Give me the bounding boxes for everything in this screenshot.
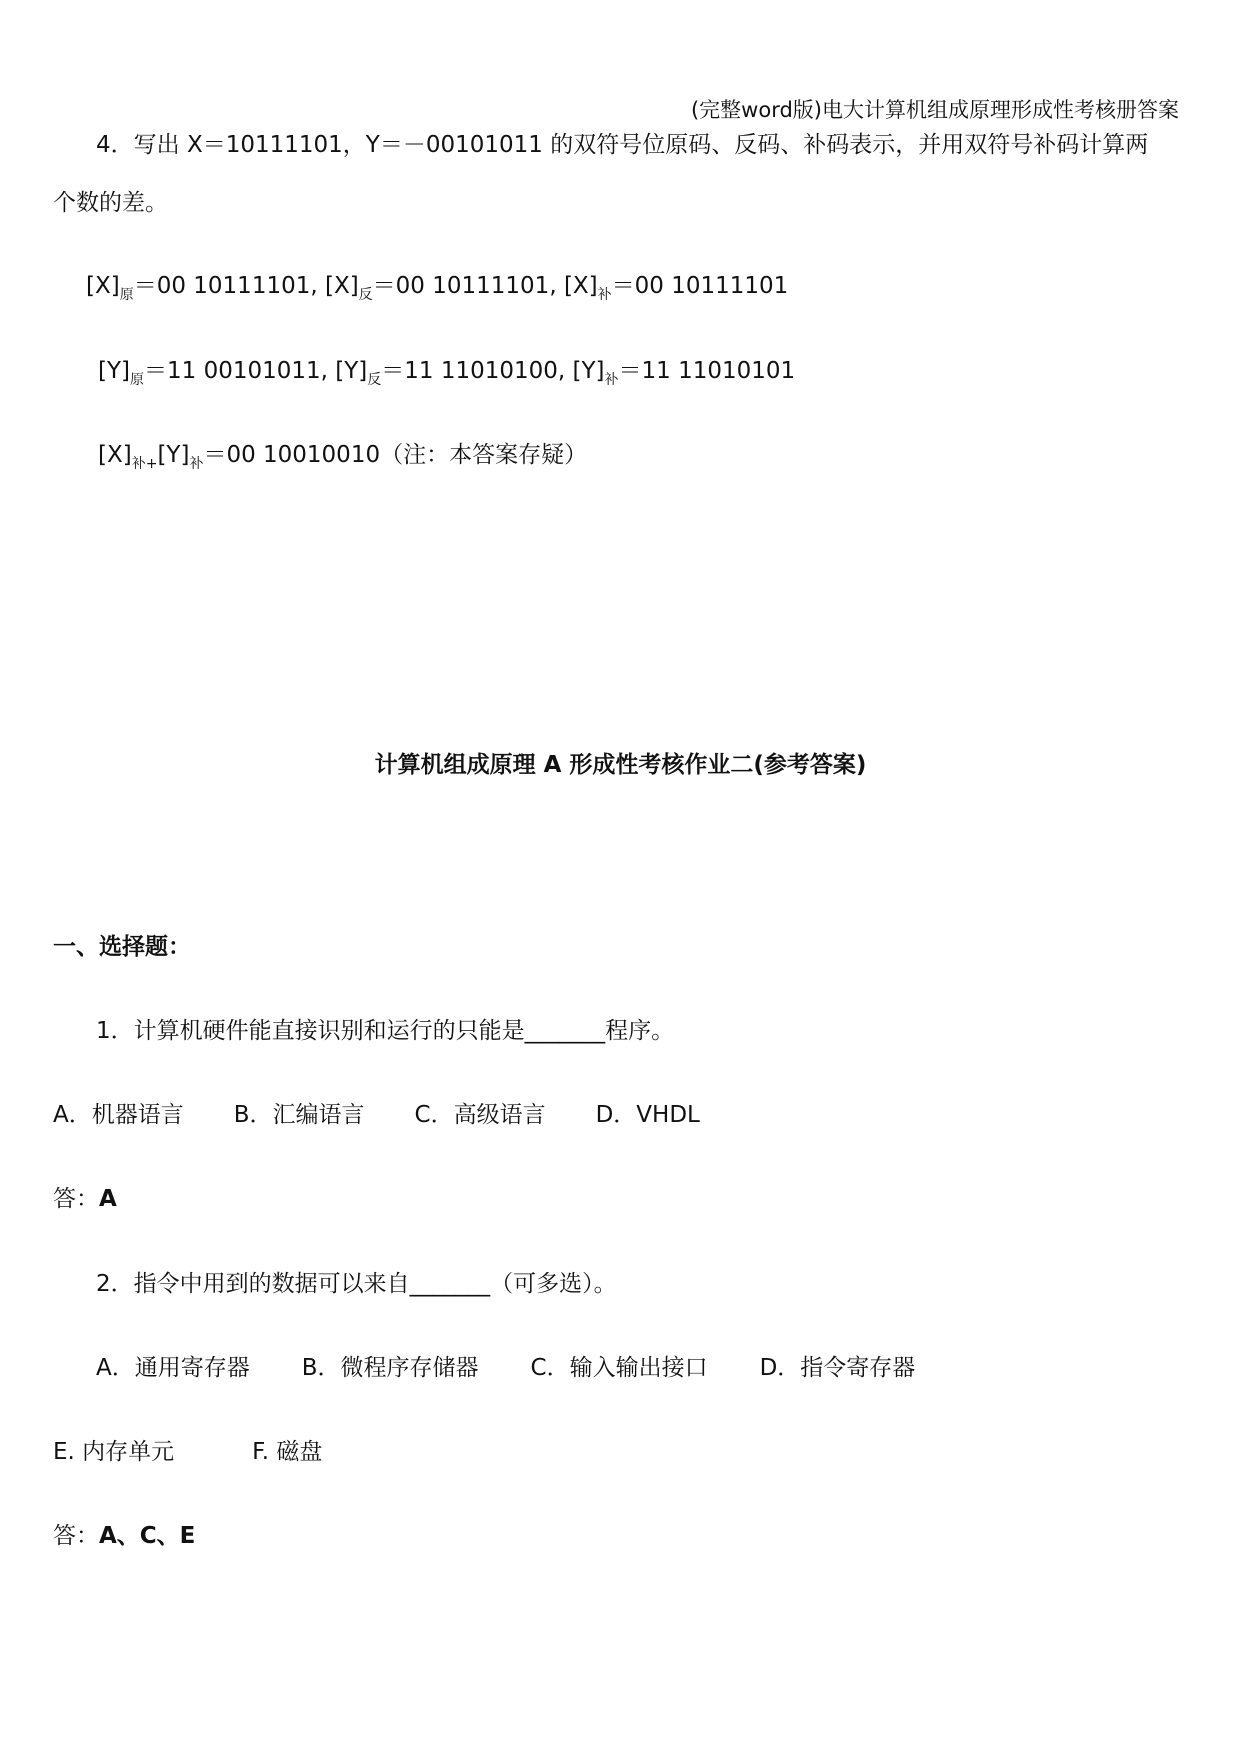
q2-option-b: B．微程序存储器 xyxy=(301,1355,479,1381)
q2-answer-value: A、C、E xyxy=(99,1523,196,1549)
y-sub-complement: 补 xyxy=(604,372,619,388)
q4-x-codes xyxy=(86,271,788,301)
q1-option-c: C．高级语言 xyxy=(414,1102,546,1128)
y-value-inverse: ＝11 11010100, [Y] xyxy=(381,358,605,384)
q2-option-f: F. 磁盘 xyxy=(252,1439,323,1465)
page-header: (完整word版)电大计算机组成原理形成性考核册答案 xyxy=(690,98,1179,122)
q4-question-line1: 4．写出 X＝10111101，Y＝－00101011 的双符号位原码、反码、补码表示，并用双符号补码计算两 xyxy=(96,132,1149,158)
y-value-original: ＝11 00101011, [Y] xyxy=(144,358,368,384)
q2-answer-label: 答： xyxy=(53,1523,99,1549)
y-value-complement: ＝11 11010101 xyxy=(618,358,796,384)
q1-answer xyxy=(53,1184,117,1214)
y-sub-original: 原 xyxy=(130,372,144,388)
q2-option-e: E. 内存单元 xyxy=(53,1439,175,1465)
q1-option-a: A．机器语言 xyxy=(53,1102,184,1128)
q1-option-b: B．汇编语言 xyxy=(233,1102,365,1128)
q4-question-line2: 个数的差。 xyxy=(53,190,168,216)
q2-option-a: A．通用寄存器 xyxy=(96,1355,250,1381)
sum-y-sub: 补 xyxy=(189,456,204,472)
x-value-original: ＝00 10111101, [X] xyxy=(133,273,359,299)
q1-options xyxy=(53,1100,700,1130)
x-value-inverse: ＝00 10111101, [X] xyxy=(372,273,598,299)
q4-sum xyxy=(98,440,587,470)
x-value-complement: ＝00 10111101 xyxy=(611,273,789,299)
q1-question: 1．计算机硬件能直接识别和运行的只能是_______程序。 xyxy=(96,1018,675,1044)
x-label: [X] xyxy=(86,273,120,299)
sum-x-sub: 补+ xyxy=(131,456,158,472)
q1-option-d: D．VHDL xyxy=(595,1102,700,1128)
q1-answer-label: 答： xyxy=(53,1186,99,1212)
y-label: [Y] xyxy=(98,358,130,384)
x-sub-inverse: 反 xyxy=(358,287,373,303)
q2-option-c: C．输入输出接口 xyxy=(530,1355,708,1381)
sum-y-label: [Y] xyxy=(157,442,190,468)
y-sub-inverse: 反 xyxy=(367,372,382,388)
x-sub-original: 原 xyxy=(119,287,134,303)
section-title: 计算机组成原理 A 形成性考核作业二(参考答案) xyxy=(374,752,867,778)
sum-x-label: [X] xyxy=(98,442,132,468)
q2-options xyxy=(96,1353,915,1383)
q2-question: 2．指令中用到的数据可以来自_______（可多选）。 xyxy=(96,1271,617,1297)
q2-option-d: D．指令寄存器 xyxy=(759,1355,916,1381)
sum-value: ＝00 10010010（注：本答案存疑） xyxy=(203,442,588,468)
q1-answer-value: A xyxy=(99,1186,117,1212)
q2-answer xyxy=(53,1521,195,1551)
q2-options-row2 xyxy=(53,1437,322,1467)
section-heading-choice: 一、选择题： xyxy=(53,934,191,960)
x-sub-complement: 补 xyxy=(597,287,612,303)
q4-y-codes xyxy=(98,356,795,386)
